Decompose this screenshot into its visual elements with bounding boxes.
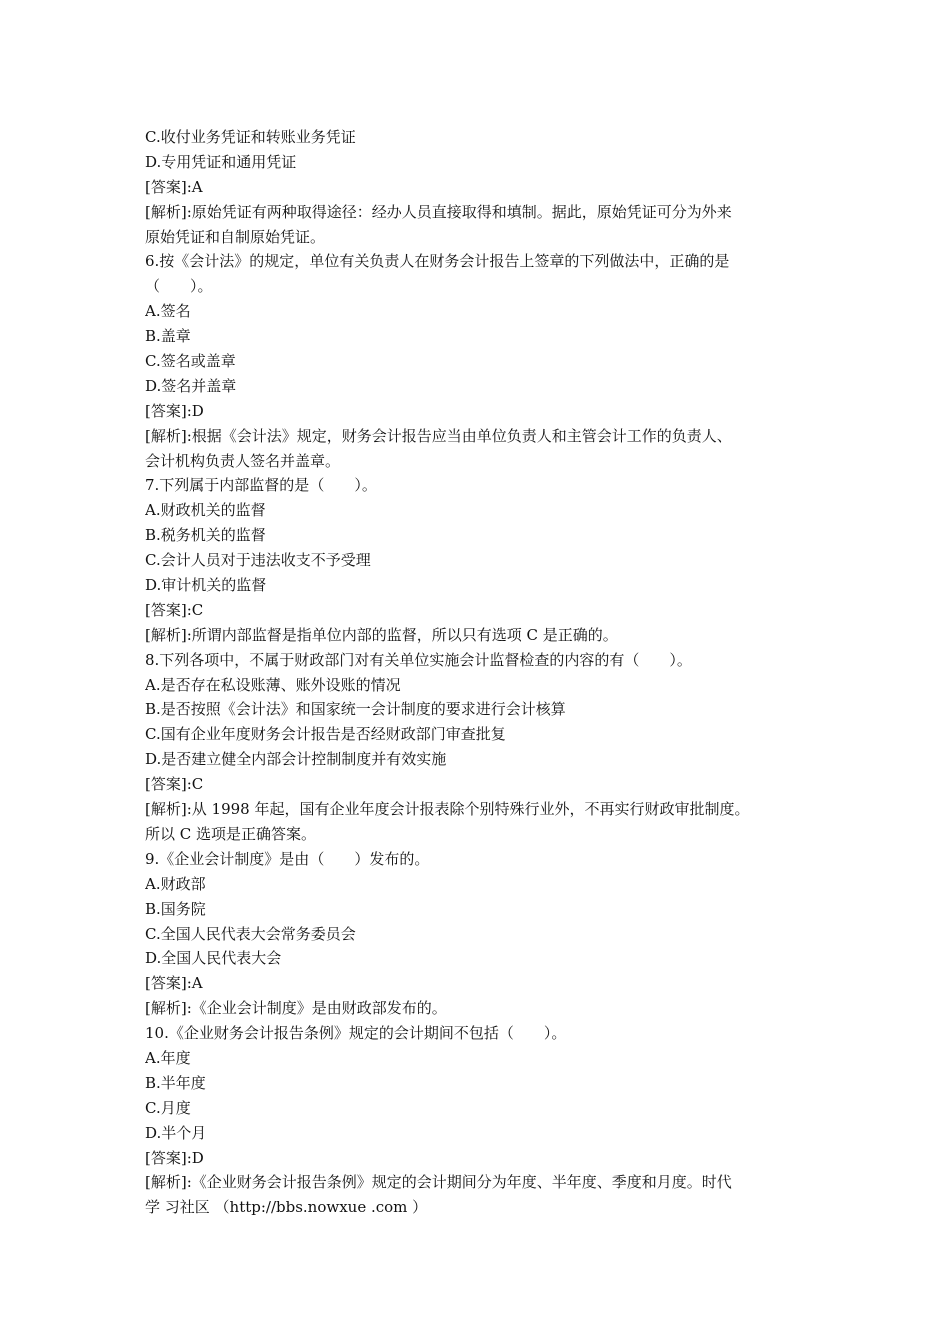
explanation: [解析]:从 1998 年起，国有企业年度会计报表除个别特殊行业外，不再实行财政审批制度。 bbox=[145, 800, 750, 819]
option-d: D.专用凭证和通用凭证 bbox=[145, 152, 297, 171]
option-b: B.国务院 bbox=[145, 899, 206, 918]
explanation: [解析]:原始凭证有两种取得途径：经办人员直接取得和填制。据此，原始凭证可分为外来 bbox=[145, 202, 732, 221]
explanation-continued: 所以 C 选项是正确答案。 bbox=[145, 824, 317, 843]
answer: [答案]:C bbox=[145, 775, 204, 794]
option-d: D.审计机关的监督 bbox=[145, 576, 267, 595]
answer: [答案]:C bbox=[145, 600, 204, 619]
option-b: B.是否按照《会计法》和国家统一会计制度的要求进行会计核算 bbox=[145, 700, 566, 719]
option-c: C.全国人民代表大会常务委员会 bbox=[145, 924, 356, 943]
option-a: A.财政机关的监督 bbox=[145, 501, 266, 520]
option-b: B.半年度 bbox=[145, 1073, 206, 1092]
option-c: C.收付业务凭证和转账业务凭证 bbox=[145, 128, 356, 146]
option-a: A.签名 bbox=[145, 302, 191, 321]
question-6: 6.按《会计法》的规定，单位有关负责人在财务会计报告上签章的下列做法中，正确的是 bbox=[145, 252, 730, 271]
explanation: [解析]:根据《会计法》规定，财务会计报告应当由单位负责人和主管会计工作的负责人、 bbox=[145, 426, 732, 445]
explanation-continued: 原始凭证和自制原始凭证。 bbox=[145, 227, 326, 246]
option-d: D.全国人民代表大会 bbox=[145, 949, 282, 968]
explanation: [解析]:所谓内部监督是指单位内部的监督，所以只有选项 C 是正确的。 bbox=[145, 625, 618, 644]
question-6-continued: （ ）。 bbox=[145, 277, 213, 296]
option-a: A.是否存在私设账薄、账外设账的情况 bbox=[145, 675, 401, 694]
question-10: 10.《企业财务会计报告条例》规定的会计期间不包括（ ）。 bbox=[145, 1024, 567, 1043]
option-c: C.月度 bbox=[145, 1098, 191, 1117]
document-page bbox=[145, 125, 810, 1220]
option-c: C.会计人员对于违法收支不予受理 bbox=[145, 551, 371, 570]
option-b: B.税务机关的监督 bbox=[145, 526, 266, 545]
source-footer: 学 习社区 （http://bbs.nowxue .com ） bbox=[145, 1198, 428, 1217]
option-a: A.年度 bbox=[145, 1048, 191, 1067]
answer: [答案]:A bbox=[145, 177, 203, 196]
explanation: [解析]:《企业会计制度》是由财政部发布的。 bbox=[145, 999, 447, 1018]
question-8: 8.下列各项中，不属于财政部门对有关单位实施会计监督检查的内容的有（ ）。 bbox=[145, 650, 692, 669]
option-a: A.财政部 bbox=[145, 874, 206, 893]
option-d: D.半个月 bbox=[145, 1123, 207, 1142]
option-c: C.签名或盖章 bbox=[145, 352, 236, 371]
explanation-continued: 会计机构负责人签名并盖章。 bbox=[145, 451, 341, 470]
option-b: B.盖章 bbox=[145, 327, 191, 346]
question-7: 7.下列属于内部监督的是（ ）。 bbox=[145, 476, 377, 495]
answer: [答案]:D bbox=[145, 1148, 204, 1167]
answer: [答案]:D bbox=[145, 401, 204, 420]
option-c: C.国有企业年度财务会计报告是否经财政部门审查批复 bbox=[145, 725, 506, 744]
answer: [答案]:A bbox=[145, 974, 203, 993]
option-d: D.签名并盖章 bbox=[145, 376, 237, 395]
option-d: D.是否建立健全内部会计控制制度并有效实施 bbox=[145, 750, 447, 769]
question-9: 9.《企业会计制度》是由（ ）发布的。 bbox=[145, 849, 430, 868]
explanation: [解析]:《企业财务会计报告条例》规定的会计期间分为年度、半年度、季度和月度。时代 bbox=[145, 1173, 732, 1192]
